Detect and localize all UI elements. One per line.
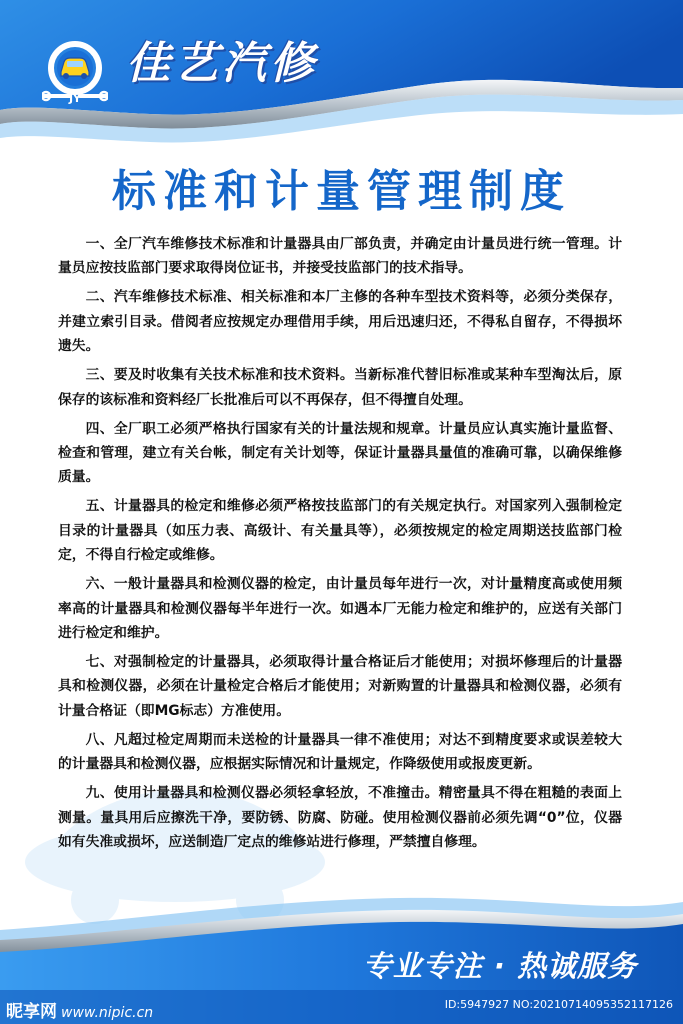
- paragraph-3: 三、要及时收集有关技术标准和技术资料。当新标准代替旧标准或某种车型淘汰后，原保存的该标准和资料经厂长批准后可以不再保存，但不得擅自处理。: [58, 367, 622, 408]
- paragraph-1: 一、全厂汽车维修技术标准和计量器具由厂部负责，并确定由计量员进行统一管理。计量员应按技监部门要求取得岗位证书，并接受技监部门的技术指导。: [58, 236, 622, 277]
- paragraph-9: 九、使用计量器具和检测仪器必须轻拿轻放，不准撞击。精密量具不得在粗糙的表面上测量。量具用后应擦洗干净，要防锈、防腐、防碰。使用检测仪器前必须先调“0”位，仪器如有失准或损坏，应送制造厂定点的维修站进行修理，严禁擅自修理。: [58, 785, 622, 851]
- svg-text:JY: JY: [68, 92, 82, 105]
- regulation-body: [58, 232, 622, 859]
- watermark-site-name: 昵享网: [6, 1002, 57, 1022]
- brand-name: 佳艺汽修: [126, 38, 318, 89]
- paragraph-7: 七、对强制检定的计量器具，必须取得计量合格证后才能使用；对损坏修理后的计量器具和检测仪器，必须在计量检定合格后才能使用；对新购置的计量器具和检测仪器，必须有计量合格证（即MG标志）方准使用。: [58, 654, 622, 719]
- page-title: 标准和计量管理制度: [112, 166, 571, 217]
- watermark-site: [6, 997, 153, 1022]
- paragraph-8: 八、凡超过检定周期而未送检的计量器具一律不准使用；对达不到精度要求或误差较大的计量器具和检测仪器，应根据实际情况和计量规定，作降级使用或报废更新。: [58, 731, 622, 773]
- footer-slogan: 专业专注 · 热诚服务: [362, 949, 637, 983]
- paragraph-6: 六、一般计量器具和检测仪器的检定，由计量员每年进行一次，对计量精度高或使用频率高的计量器具和检测仪器每半年进行一次。如遇本厂无能力检定和维护的，应送有关部门进行检定和维护。: [58, 576, 622, 642]
- paragraph-5: 五、计量器具的检定和维修必须严格按技监部门的有关规定执行。对国家列入强制检定目录的计量器具（如压力表、高级计、有关量具等），必须按规定的检定周期送技监部门检定，不得自行检定或维修。: [58, 498, 622, 564]
- paragraph-4: 四、全厂职工必须严格执行国家有关的计量法规和规章。计量员应认真实施计量监督、检查和管理，建立有关台帐，制定有关计划等，保证计量器具量值的准确可靠，以确保维修质量。: [58, 420, 622, 486]
- paragraph-2: 二、汽车维修技术标准、相关标准和本厂主修的各种车型技术资料等，必须分类保存，并建立索引目录。借阅者应按规定办理借用手续，用后迅速归还，不得私自留存，不得损坏遗失。: [58, 289, 622, 355]
- watermark-id: ID:5947927 NO:20210714095352117126: [444, 998, 673, 1011]
- watermark-url: www.nipic.cn: [61, 1005, 154, 1021]
- car-wrench-logo-icon: [42, 40, 108, 106]
